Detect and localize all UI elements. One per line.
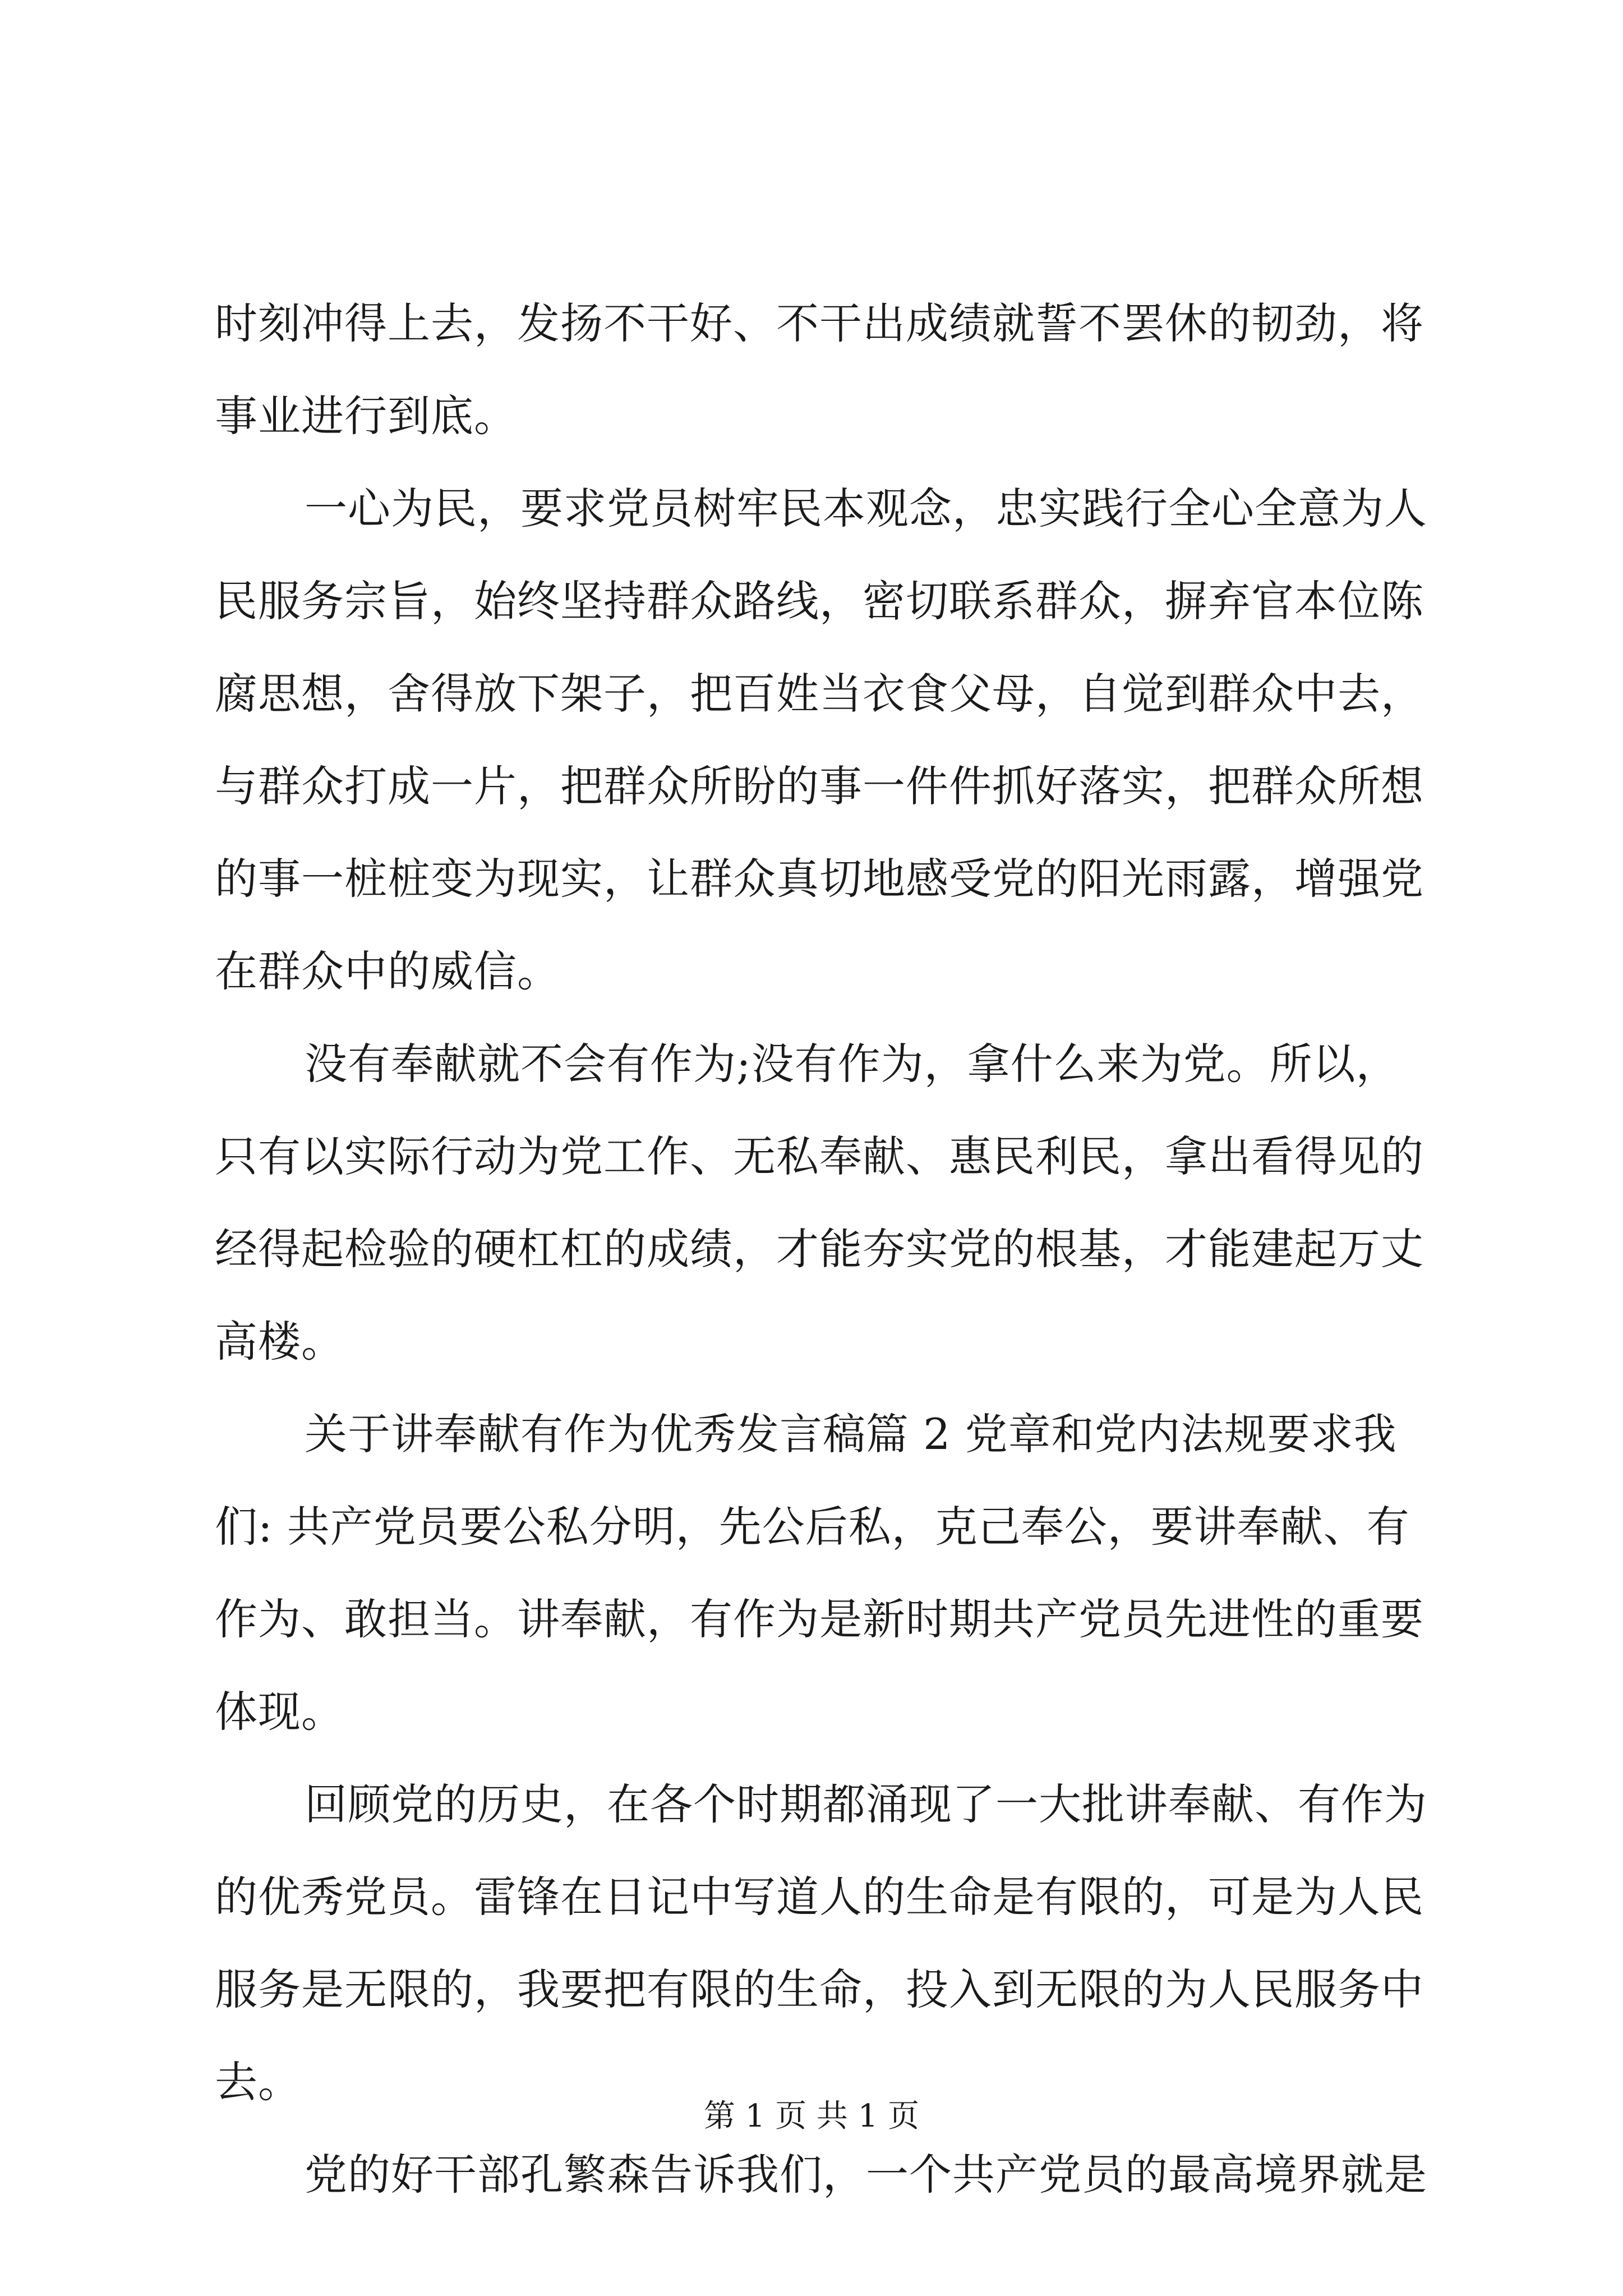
text-line: 们: 共产党员要公私分明，先公后私，克己奉公，要讲奉献、有 bbox=[215, 1502, 1410, 1552]
page-footer: 第 1 页 共 1 页 bbox=[703, 2098, 920, 2134]
text-line: 经得起检验的硬杠杠的成绩，才能夯实党的根基，才能建起万丈 bbox=[215, 1224, 1424, 1274]
paragraph-start-line: 一心为民，要求党员树牢民本观念，忠实践行全心全意为人 bbox=[305, 484, 1427, 533]
paragraph-start-line: 党的好干部孔繁森告诉我们，一个共产党员的最高境界就是 bbox=[305, 2150, 1427, 2200]
text-line: 的优秀党员。雷锋在日记中写道人的生命是有限的，可是为人民 bbox=[215, 1872, 1424, 1922]
text-line: 服务是无限的，我要把有限的生命，投入到无限的为人民服务中 bbox=[215, 1964, 1424, 2014]
text-line: 只有以实际行动为党工作、无私奉献、惠民利民，拿出看得见的 bbox=[215, 1131, 1424, 1181]
text-line: 事业进行到底。 bbox=[215, 391, 517, 441]
text-line: 与群众打成一片，把群众所盼的事一件件抓好落实，把群众所想 bbox=[215, 761, 1424, 811]
paragraph-start-line: 关于讲奉献有作为优秀发言稿篇 2 党章和党内法规要求我 bbox=[305, 1409, 1397, 1459]
paragraph-start-line: 没有奉献就不会有作为;没有作为，拿什么来为党。所以， bbox=[305, 1039, 1399, 1089]
text-line: 高楼。 bbox=[215, 1317, 344, 1366]
text-line: 的事一桩桩变为现实，让群众真切地感受党的阳光雨露，增强党 bbox=[215, 854, 1424, 904]
text-line: 时刻冲得上去，发扬不干好、不干出成绩就誓不罢休的韧劲，将 bbox=[215, 298, 1424, 348]
paragraph-start-line: 回顾党的历史，在各个时期都涌现了一大批讲奉献、有作为 bbox=[305, 1779, 1427, 1829]
text-line: 民服务宗旨，始终坚持群众路线，密切联系群众，摒弃官本位陈 bbox=[215, 576, 1424, 626]
text-line: 体现。 bbox=[215, 1687, 344, 1737]
text-line: 在群众中的威信。 bbox=[215, 946, 560, 996]
text-line: 作为、敢担当。讲奉献，有作为是新时期共产党员先进性的重要 bbox=[215, 1594, 1424, 1644]
text-line: 腐思想，舍得放下架子，把百姓当衣食父母，自觉到群众中去， bbox=[215, 669, 1424, 719]
text-line: 去。 bbox=[215, 2057, 301, 2107]
